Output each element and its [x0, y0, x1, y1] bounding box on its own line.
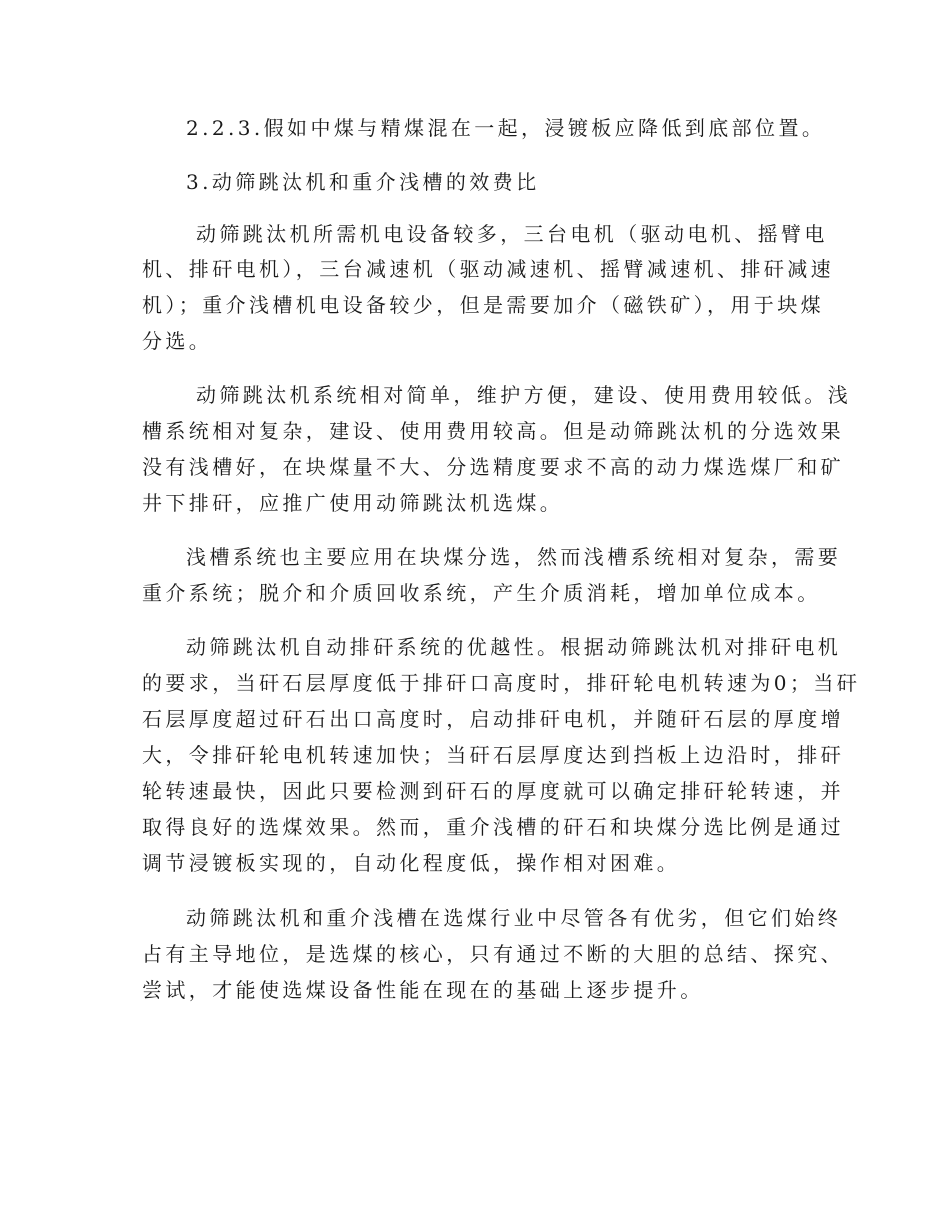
paragraph-4-line: 取得良好的选煤效果。然而，重介浅槽的矸石和块煤分选比例是通过	[142, 815, 844, 839]
paragraph-4-line: 轮转速最快，因此只要检测到矸石的厚度就可以确定排矸轮转速，并	[142, 779, 844, 803]
paragraph-3-line: 重介系统；脱介和介质回收系统，产生介质消耗，增加单位成本。	[142, 581, 821, 605]
paragraph-5-line: 动筛跳汰机和重介浅槽在选煤行业中尽管各有优劣，但它们始终	[186, 906, 842, 930]
paragraph-5-line: 占有主导地位，是选煤的核心，只有通过不断的大胆的总结、探究、	[142, 942, 844, 966]
paragraph-2-2-3: 2.2.3.假如中煤与精煤混在一起，浸镀板应降低到底部位置。	[186, 116, 826, 140]
paragraph-2-line: 槽系统相对复杂，建设、使用费用较高。但是动筛跳汰机的分选效果	[142, 419, 844, 443]
paragraph-2-line: 动筛跳汰机系统相对简单，维护方便，建设、使用费用较低。浅	[196, 383, 852, 407]
paragraph-1-line: 机、排矸电机），三台减速机（驱动减速机、摇臂减速机、排矸减速	[142, 257, 834, 281]
paragraph-4-line: 石层厚度超过矸石出口高度时，启动排矸电机，并随矸石层的厚度增	[142, 707, 844, 731]
paragraph-1-line: 机）；重介浅槽机电设备较少，但是需要加介（磁铁矿），用于块煤	[142, 293, 824, 317]
paragraph-5-line: 尝试，才能使选煤设备性能在现在的基础上逐步提升。	[142, 978, 704, 1002]
paragraph-4-line: 的要求，当矸石层厚度低于排矸口高度时，排矸轮电机转速为0；当矸	[142, 671, 861, 695]
paragraph-3-line: 浅槽系统也主要应用在块煤分选，然而浅槽系统相对复杂，需要	[186, 545, 842, 569]
paragraph-1-line: 动筛跳汰机所需机电设备较多，三台电机（驱动电机、摇臂电	[196, 222, 828, 246]
paragraph-4-line: 大，令排矸轮电机转速加快；当矸石层厚度达到挡板上边沿时，排矸	[142, 743, 844, 767]
paragraph-2-line: 井下排矸，应推广使用动筛跳汰机选煤。	[142, 491, 564, 515]
paragraph-4-line: 动筛跳汰机自动排矸系统的优越性。根据动筛跳汰机对排矸电机	[186, 635, 842, 659]
paragraph-4-line: 调节浸镀板实现的，自动化程度低，操作相对困难。	[142, 851, 681, 875]
paragraph-2-line: 没有浅槽好，在块煤量不大、分选精度要求不高的动力煤选煤厂和矿	[142, 455, 844, 479]
paragraph-1-line: 分选。	[142, 329, 213, 353]
section-3-heading: 3.动筛跳汰机和重介浅槽的效费比	[186, 170, 540, 194]
